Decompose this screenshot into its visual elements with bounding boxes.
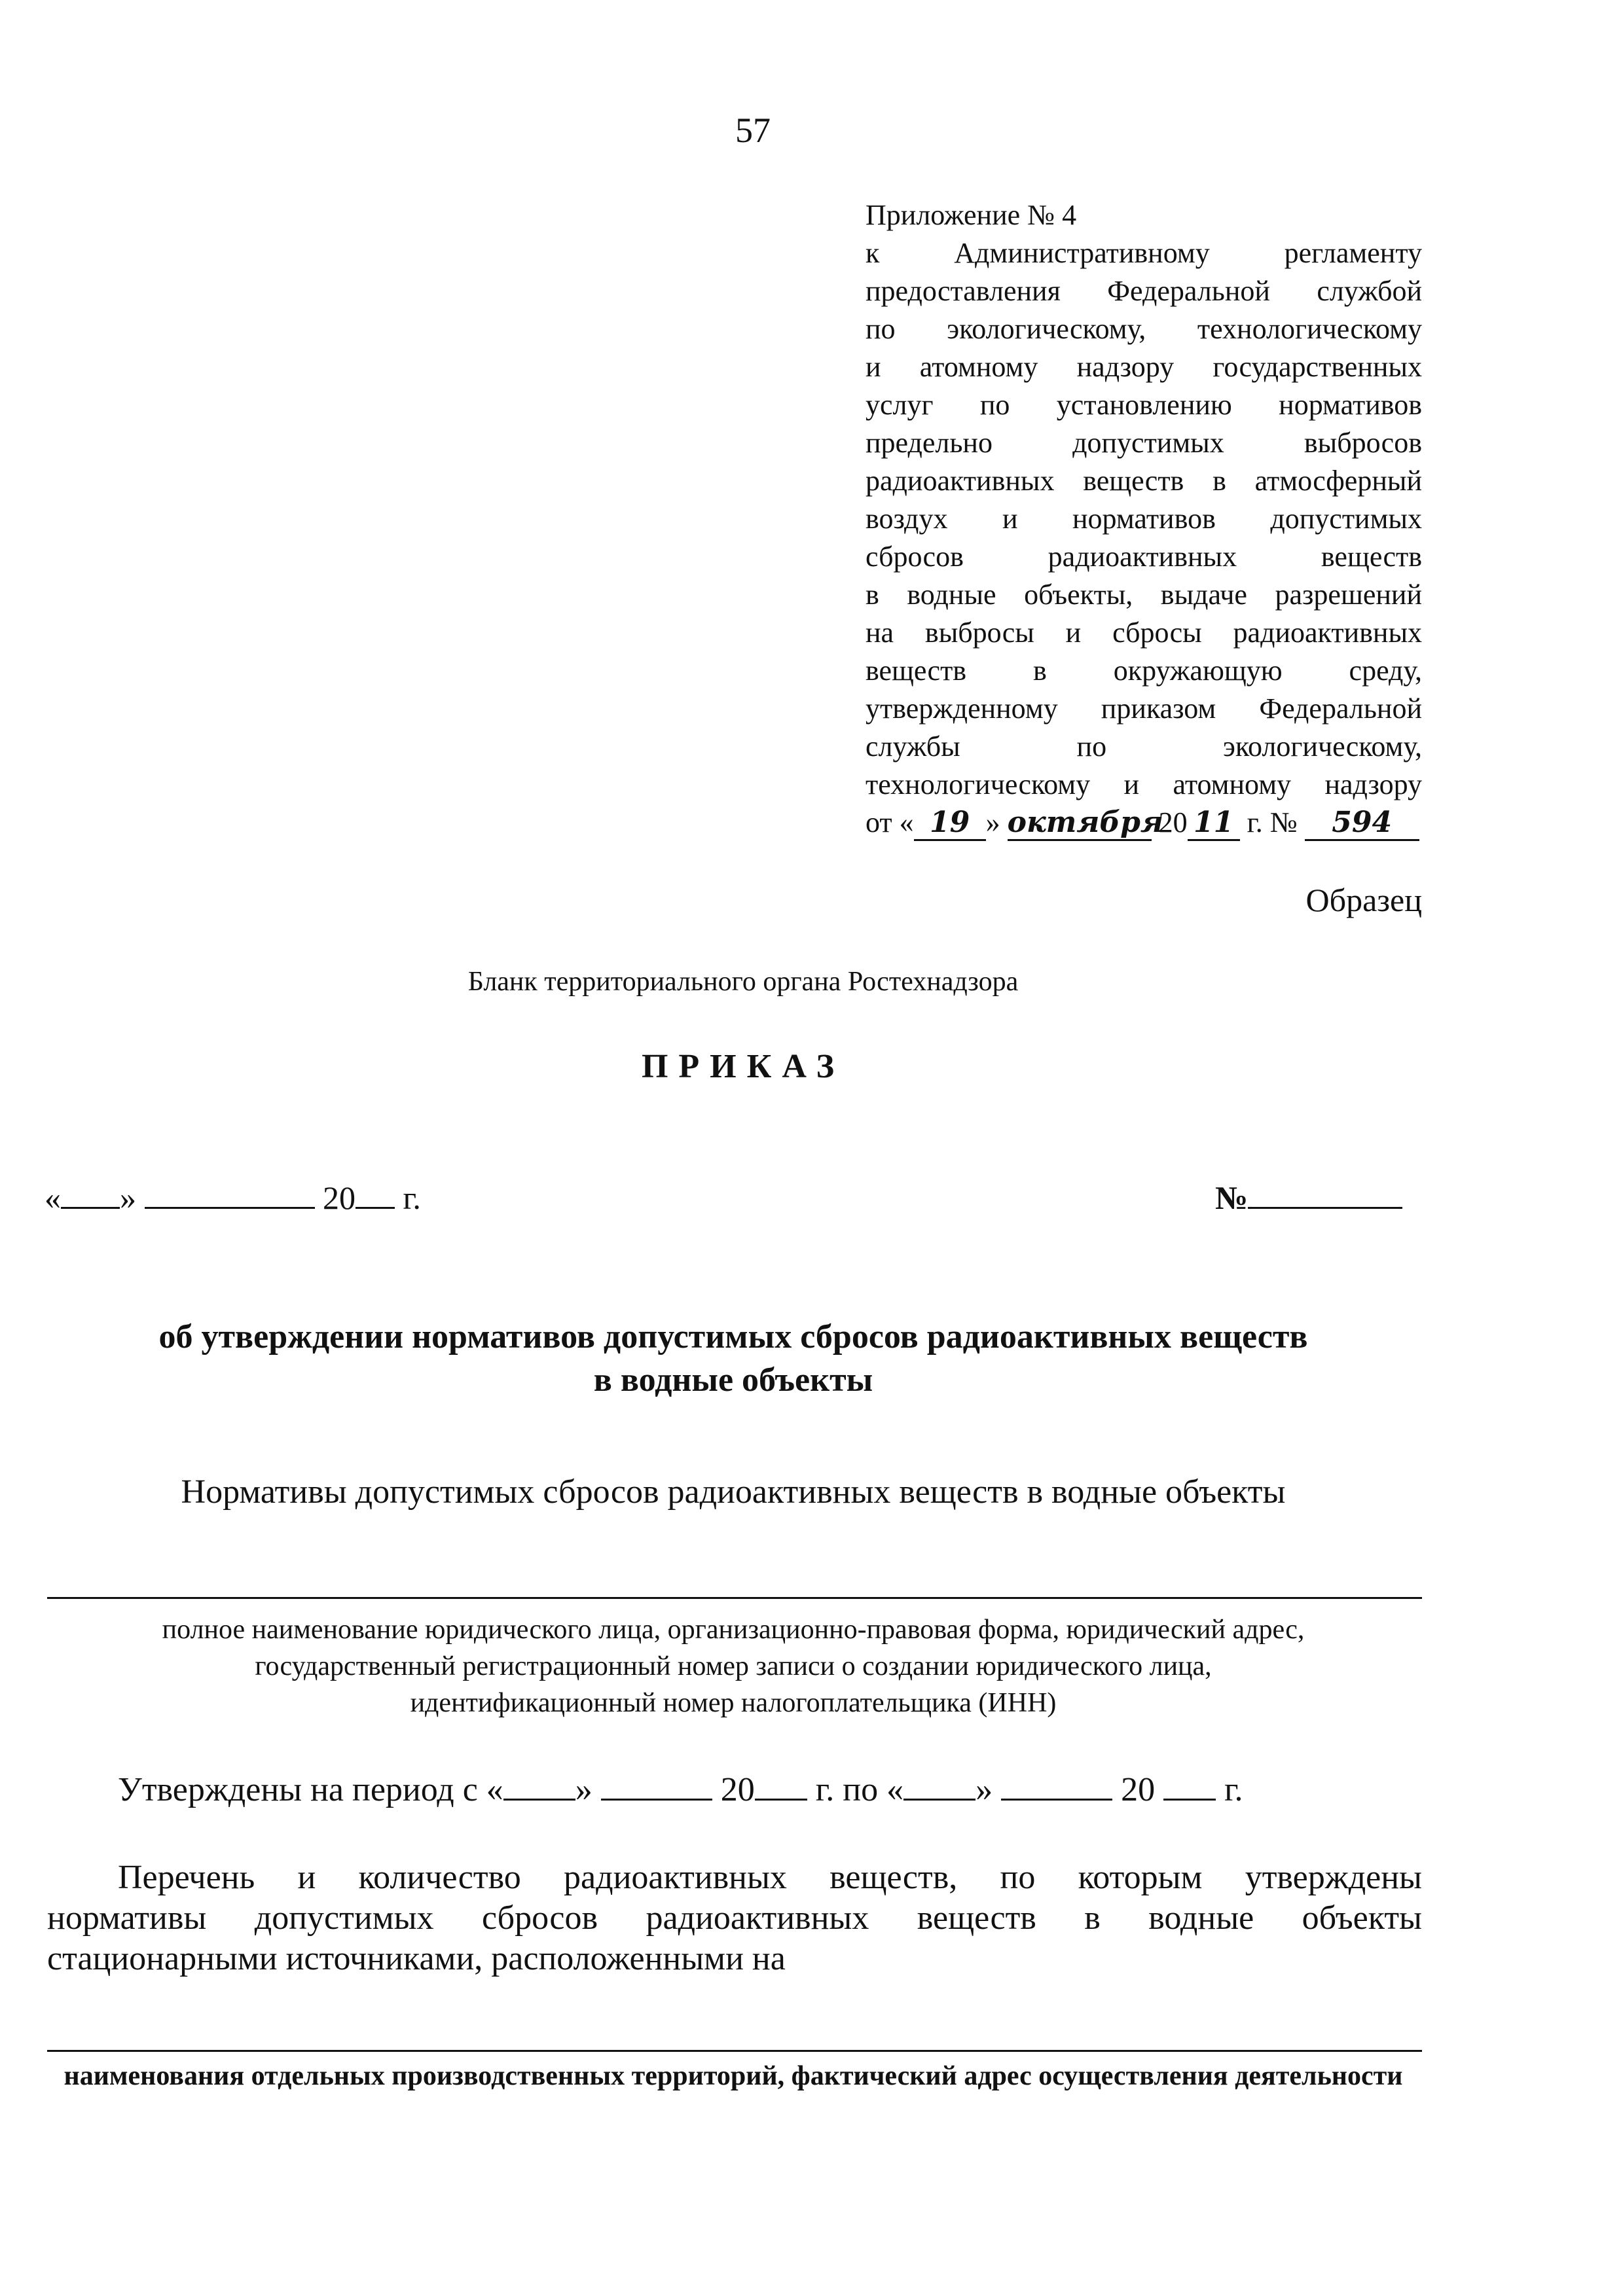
list-paragraph: Перечень и количество радиоактивных веществ, по которым утверждены нормативы допустимых сбросов радиоактивных веществ в водные объекты стационарными источниками, расположенными на [47,1859,1422,1977]
month-blank [145,1178,315,1209]
handwritten-month: октября [1008,806,1152,841]
appendix-line: воздух и нормативов допустимых [866,503,1422,535]
appendix-line: предельно допустимых выбросов [866,427,1422,459]
appendix-block [866,196,1422,842]
handwritten-number: 594 [1305,806,1419,841]
appendix-title: Приложение № 4 [866,199,1077,231]
appendix-line: услуг по установлению нормативов [866,389,1422,421]
appendix-line: утвержденному приказом Федеральной [866,692,1422,725]
period-from-month-blank [601,1770,712,1801]
appendix-date-line: от « 19 » октября 20 11 г. № 594 [866,804,1422,842]
appendix-line: службы по экологическому, [866,730,1422,762]
sample-label: Образец [1305,882,1422,918]
order-number-line: № [1215,1178,1402,1217]
appendix-line: к Административному регламенту [866,237,1422,269]
section-heading: Нормативы допустимых сбросов радиоактивных веществ в водные объекты [181,1473,1286,1511]
appendix-line: сбросов радиоактивных веществ [866,541,1422,573]
appendix-line: на выбросы и сбросы радиоактивных [866,617,1422,649]
legal-entity-caption: полное наименование юридического лица, организационно-правовая форма, юридический адрес, государственный регистрационный номер записи о создании юридического лица, идентификационный номер налогоплательщика (ИНН) [162,1615,1305,1718]
period-from-day-blank [503,1770,575,1801]
period-to-day-blank [903,1770,976,1801]
day-blank [61,1178,120,1209]
legal-entity-rule [47,1597,1422,1599]
handwritten-year: 11 [1188,806,1240,841]
period-from-year-blank [755,1770,807,1801]
territories-caption: наименования отдельных производственных территорий, фактический адрес осуществления деятельности [64,2061,1403,2091]
period-to-year-blank [1163,1770,1216,1801]
appendix-line: веществ в окружающую среду, [866,655,1422,687]
appendix-line: в водные объекты, выдаче разрешений [866,579,1422,611]
territories-rule [47,2050,1422,2052]
number-blank [1248,1178,1402,1209]
year-blank [356,1178,395,1209]
page-number: 57 [735,111,771,150]
appendix-line: технологическому и атомному надзору [866,768,1422,800]
order-date-line: « » 20 г. [45,1179,421,1216]
blank-label: Бланк территориального органа Ростехнадзора [467,967,1019,997]
period-to-month-blank [1001,1770,1112,1801]
appendix-line: по экологическому, технологическому [866,313,1422,345]
period-line: Утверждены на период с « » 20 г. по « » 20 г. [118,1771,1243,1808]
appendix-line: радиоактивных веществ в атмосферный [866,465,1422,497]
appendix-line: предоставления Федеральной службой [866,275,1422,307]
order-heading: ПРИКАЗ [641,1048,845,1085]
order-title: об утверждении нормативов допустимых сбросов радиоактивных веществ в водные объекты [158,1318,1308,1399]
appendix-line: и атомному надзору государственных [866,351,1422,383]
handwritten-day: 19 [914,806,986,841]
